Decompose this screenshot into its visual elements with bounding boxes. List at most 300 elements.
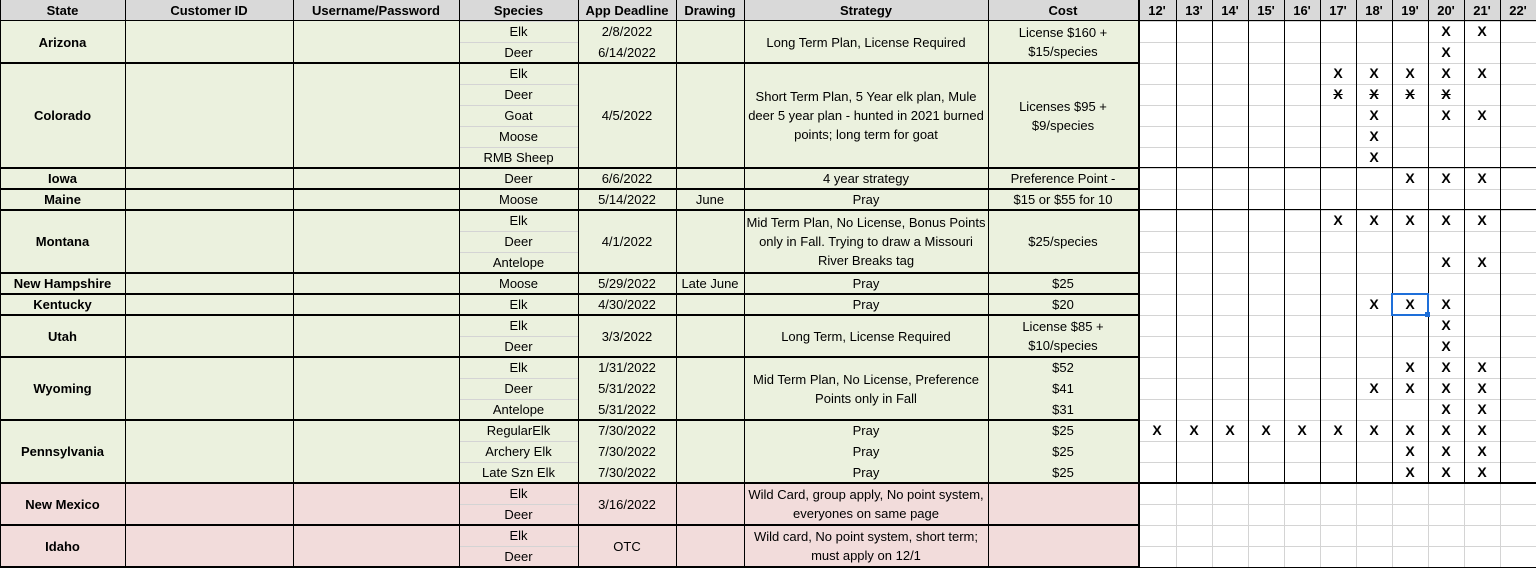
year-mark[interactable] xyxy=(1356,420,1392,441)
year-mark[interactable] xyxy=(1428,420,1464,441)
border-h xyxy=(1138,167,1536,168)
cost[interactable] xyxy=(988,168,1138,189)
header-year-text: 13' xyxy=(1185,3,1203,18)
header-state[interactable] xyxy=(0,0,125,21)
customer-id-cell[interactable] xyxy=(125,525,293,567)
species[interactable] xyxy=(459,252,578,273)
app-deadline-text: 5/14/2022 xyxy=(598,192,656,207)
drawing-cell[interactable] xyxy=(676,63,744,168)
drawing-cell[interactable] xyxy=(676,168,744,189)
header-year[interactable] xyxy=(1428,0,1464,21)
gridline-h xyxy=(459,441,578,442)
state-name-text: Maine xyxy=(44,192,81,207)
species[interactable] xyxy=(459,84,578,105)
species-text: RMB Sheep xyxy=(483,150,554,165)
app-deadline[interactable] xyxy=(578,483,676,525)
year-mark[interactable] xyxy=(1392,420,1428,441)
year-mark[interactable] xyxy=(1356,147,1392,168)
customer-id-cell[interactable] xyxy=(125,420,293,483)
year-mark[interactable] xyxy=(1356,294,1392,315)
strategy[interactable] xyxy=(744,189,988,210)
species-text: Deer xyxy=(504,45,533,60)
year-mark-text: X xyxy=(1441,86,1451,102)
species[interactable] xyxy=(459,546,578,567)
year-mark-text: X xyxy=(1152,422,1162,438)
header-year-text: 19' xyxy=(1401,3,1419,18)
year-mark-text: X xyxy=(1441,254,1451,270)
year-mark[interactable] xyxy=(1428,252,1464,273)
cost[interactable] xyxy=(988,378,1138,399)
year-mark[interactable] xyxy=(1464,63,1500,84)
cost-text: Licenses $95 + $9/species xyxy=(1019,98,1107,133)
border-h xyxy=(0,20,1536,21)
strategy[interactable] xyxy=(744,315,988,357)
gridline-h xyxy=(1138,126,1536,127)
year-mark[interactable] xyxy=(1428,84,1464,105)
year-mark[interactable] xyxy=(1356,378,1392,399)
username-password-cell[interactable] xyxy=(293,525,459,567)
border-v xyxy=(744,0,745,567)
header-year[interactable] xyxy=(1176,0,1212,21)
cost-text: $25/species xyxy=(1028,234,1098,249)
app-deadline-text: 3/3/2022 xyxy=(601,328,653,344)
year-mark[interactable] xyxy=(1428,357,1464,378)
header-customer-id-text: Customer ID xyxy=(170,3,248,18)
customer-id-cell[interactable] xyxy=(125,273,293,294)
year-mark[interactable] xyxy=(1464,168,1500,189)
species-text: Deer xyxy=(504,87,533,102)
app-deadline[interactable] xyxy=(578,294,676,315)
username-password-cell[interactable] xyxy=(293,357,459,420)
username-password-cell[interactable] xyxy=(293,21,459,63)
species[interactable] xyxy=(459,420,578,441)
strategy-text: Pray xyxy=(852,297,880,312)
species[interactable] xyxy=(459,525,578,546)
username-password-cell[interactable] xyxy=(293,420,459,483)
year-mark[interactable] xyxy=(1212,420,1248,441)
cost-text: $25 xyxy=(1052,444,1074,459)
strategy[interactable] xyxy=(744,210,988,273)
species-text: Moose xyxy=(498,192,539,207)
species[interactable] xyxy=(459,126,578,147)
year-mark-text: X xyxy=(1477,380,1487,396)
year-mark[interactable] xyxy=(1428,294,1464,315)
year-mark-text: X xyxy=(1405,443,1415,459)
year-mark-text: X xyxy=(1441,317,1451,333)
year-mark[interactable] xyxy=(1392,210,1428,231)
drawing-cell[interactable] xyxy=(676,357,744,420)
year-mark-text: X xyxy=(1405,212,1415,228)
border-v xyxy=(1248,0,1249,483)
year-mark-text: X xyxy=(1441,380,1451,396)
species[interactable] xyxy=(459,168,578,189)
strategy[interactable] xyxy=(744,63,988,168)
app-deadline[interactable] xyxy=(578,462,676,483)
year-mark-text: X xyxy=(1477,443,1487,459)
header-strategy[interactable] xyxy=(744,0,988,21)
gridline-h xyxy=(1138,504,1536,505)
header-year[interactable] xyxy=(1500,0,1536,21)
cost[interactable] xyxy=(988,357,1138,378)
border-v xyxy=(293,0,294,567)
customer-id-cell[interactable] xyxy=(125,357,293,420)
cost[interactable] xyxy=(988,210,1138,273)
species[interactable] xyxy=(459,231,578,252)
gridline-h xyxy=(459,42,578,43)
strategy[interactable] xyxy=(744,483,988,525)
year-mark[interactable] xyxy=(1464,21,1500,42)
species[interactable] xyxy=(459,63,578,84)
year-mark-text: X xyxy=(1477,254,1487,270)
app-deadline[interactable] xyxy=(578,189,676,210)
app-deadline[interactable] xyxy=(578,525,676,567)
header-customer-id[interactable] xyxy=(125,0,293,21)
border-v xyxy=(988,0,989,567)
drawing-cell[interactable] xyxy=(676,294,744,315)
species[interactable] xyxy=(459,42,578,63)
customer-id-cell[interactable] xyxy=(125,21,293,63)
year-mark[interactable] xyxy=(1248,420,1284,441)
gridline-h xyxy=(1138,399,1536,400)
cost[interactable] xyxy=(988,462,1138,483)
year-mark-text: X xyxy=(1441,44,1451,60)
cost[interactable] xyxy=(988,441,1138,462)
species[interactable] xyxy=(459,189,578,210)
cost[interactable] xyxy=(988,420,1138,441)
gridline-h xyxy=(459,84,578,85)
fill-handle[interactable] xyxy=(1425,312,1430,317)
strategy[interactable] xyxy=(744,441,988,462)
year-mark[interactable] xyxy=(1320,420,1356,441)
strategy-text: Wild card, No point system, short term; must apply on 12/1 xyxy=(754,529,978,563)
customer-id-cell[interactable] xyxy=(125,210,293,273)
year-mark[interactable] xyxy=(1464,420,1500,441)
app-deadline-text: 1/31/2022 xyxy=(598,360,656,375)
cost[interactable] xyxy=(988,21,1138,63)
year-mark[interactable] xyxy=(1428,378,1464,399)
header-year[interactable] xyxy=(1464,0,1500,21)
year-mark[interactable] xyxy=(1392,84,1428,105)
year-mark-text: X xyxy=(1405,170,1415,186)
drawing-cell[interactable] xyxy=(676,210,744,273)
app-deadline[interactable] xyxy=(578,42,676,63)
cost-text: $41 xyxy=(1052,381,1074,396)
gridline-h xyxy=(1138,252,1536,253)
species[interactable] xyxy=(459,378,578,399)
drawing-cell[interactable] xyxy=(676,525,744,567)
state-name[interactable] xyxy=(0,273,125,294)
border-v xyxy=(1176,0,1177,483)
cost[interactable] xyxy=(988,483,1138,525)
drawing[interactable] xyxy=(676,189,744,210)
year-mark[interactable] xyxy=(1356,63,1392,84)
species[interactable] xyxy=(459,462,578,483)
gridline-h xyxy=(1138,273,1536,274)
year-mark[interactable] xyxy=(1464,441,1500,462)
state-name[interactable] xyxy=(0,189,125,210)
header-cost[interactable] xyxy=(988,0,1138,21)
year-mark[interactable] xyxy=(1320,63,1356,84)
app-deadline[interactable] xyxy=(578,210,676,273)
header-year[interactable] xyxy=(1138,0,1176,21)
drawing-cell[interactable] xyxy=(676,21,744,63)
header-strategy-text: Strategy xyxy=(839,3,893,18)
cost-text: Preference Point - xyxy=(1010,171,1116,186)
app-deadline[interactable] xyxy=(578,378,676,399)
header-drawing[interactable] xyxy=(676,0,744,21)
cost[interactable] xyxy=(988,63,1138,168)
username-password-cell[interactable] xyxy=(293,189,459,210)
species-text: Elk xyxy=(509,528,528,543)
gridline-h xyxy=(459,105,578,106)
year-mark[interactable] xyxy=(1356,105,1392,126)
year-mark[interactable] xyxy=(1176,420,1212,441)
species[interactable] xyxy=(459,357,578,378)
year-mark-text: X xyxy=(1477,23,1487,39)
year-mark[interactable] xyxy=(1464,105,1500,126)
app-deadline[interactable] xyxy=(578,21,676,42)
gridline-h xyxy=(459,252,578,253)
year-mark[interactable] xyxy=(1138,420,1176,441)
gridline-h xyxy=(1138,84,1536,85)
species-text: Elk xyxy=(509,213,528,228)
species[interactable] xyxy=(459,21,578,42)
species[interactable] xyxy=(459,147,578,168)
species-text: Antelope xyxy=(492,255,545,270)
year-mark[interactable] xyxy=(1464,252,1500,273)
border-h xyxy=(0,188,1138,190)
app-deadline[interactable] xyxy=(578,399,676,420)
customer-id-cell[interactable] xyxy=(125,168,293,189)
year-mark-text: X xyxy=(1441,212,1451,228)
year-mark[interactable] xyxy=(1428,315,1464,336)
year-mark[interactable] xyxy=(1320,210,1356,231)
drawing-text: Late June xyxy=(681,276,739,291)
strategy-text: Wild Card, group apply, No point system, everyones on same page xyxy=(748,487,984,521)
species[interactable] xyxy=(459,315,578,336)
header-year[interactable] xyxy=(1248,0,1284,21)
customer-id-cell[interactable] xyxy=(125,294,293,315)
cost[interactable] xyxy=(988,315,1138,357)
header-username-password[interactable] xyxy=(293,0,459,21)
state-name[interactable] xyxy=(0,315,125,357)
strategy-text: Pray xyxy=(852,465,880,480)
strategy-text: Long Term Plan, License Required xyxy=(766,34,966,50)
year-mark[interactable] xyxy=(1464,210,1500,231)
strategy-text: 4 year strategy xyxy=(823,171,909,186)
strategy[interactable] xyxy=(744,21,988,63)
cost-text: $31 xyxy=(1052,402,1074,417)
strategy[interactable] xyxy=(744,294,988,315)
gridline-h xyxy=(1138,294,1536,295)
state-name[interactable] xyxy=(0,21,125,63)
header-species[interactable] xyxy=(459,0,578,21)
header-year[interactable] xyxy=(1212,0,1248,21)
state-name[interactable] xyxy=(0,525,125,567)
species-text: Deer xyxy=(504,339,533,354)
year-mark[interactable] xyxy=(1464,462,1500,483)
header-year-text: 16' xyxy=(1293,3,1311,18)
strategy[interactable] xyxy=(744,525,988,567)
state-name[interactable] xyxy=(0,420,125,483)
year-mark[interactable] xyxy=(1428,63,1464,84)
header-year-text: 18' xyxy=(1365,3,1383,18)
app-deadline[interactable] xyxy=(578,420,676,441)
username-password-cell[interactable] xyxy=(293,63,459,168)
app-deadline[interactable] xyxy=(578,441,676,462)
year-mark[interactable] xyxy=(1392,462,1428,483)
strategy-text: Long Term, License Required xyxy=(781,328,951,344)
species-text: Elk xyxy=(509,360,528,375)
state-name[interactable] xyxy=(0,210,125,273)
username-password-cell[interactable] xyxy=(293,168,459,189)
border-h xyxy=(0,272,1138,274)
year-mark[interactable] xyxy=(1392,357,1428,378)
year-mark-text: X xyxy=(1477,401,1487,417)
species[interactable] xyxy=(459,483,578,504)
strategy-text: Mid Term Plan, No License, Bonus Points only in Fall. Trying to draw a Missouri River Breaks tag xyxy=(746,215,986,268)
selected-cell[interactable] xyxy=(1391,293,1429,316)
species-text: Archery Elk xyxy=(485,444,552,459)
species[interactable] xyxy=(459,399,578,420)
username-password-cell[interactable] xyxy=(293,483,459,525)
species-text: Antelope xyxy=(492,402,545,417)
gridline-h xyxy=(459,336,578,337)
year-mark[interactable] xyxy=(1464,378,1500,399)
gridline-h xyxy=(1138,210,1536,211)
customer-id-cell[interactable] xyxy=(125,189,293,210)
year-mark[interactable] xyxy=(1428,462,1464,483)
customer-id-cell[interactable] xyxy=(125,483,293,525)
app-deadline[interactable] xyxy=(578,357,676,378)
username-password-cell[interactable] xyxy=(293,315,459,357)
border-v xyxy=(1284,0,1285,483)
species[interactable] xyxy=(459,273,578,294)
year-mark[interactable] xyxy=(1356,84,1392,105)
strategy[interactable] xyxy=(744,420,988,441)
species[interactable] xyxy=(459,441,578,462)
year-mark[interactable] xyxy=(1356,210,1392,231)
strategy[interactable] xyxy=(744,168,988,189)
header-year[interactable] xyxy=(1356,0,1392,21)
border-h xyxy=(0,209,1138,211)
year-mark[interactable] xyxy=(1464,357,1500,378)
border-h xyxy=(0,356,1138,358)
state-name[interactable] xyxy=(0,357,125,420)
cost[interactable] xyxy=(988,189,1138,210)
username-password-cell[interactable] xyxy=(293,210,459,273)
border-h xyxy=(0,167,1138,169)
cost[interactable] xyxy=(988,399,1138,420)
year-mark[interactable] xyxy=(1428,441,1464,462)
app-deadline-text: 2/8/2022 xyxy=(601,24,653,39)
strategy[interactable] xyxy=(744,462,988,483)
username-password-cell[interactable] xyxy=(293,273,459,294)
header-year-text: 14' xyxy=(1221,3,1239,18)
cost[interactable] xyxy=(988,294,1138,315)
state-name-text: Pennsylvania xyxy=(20,444,105,459)
header-year-text: 12' xyxy=(1148,3,1166,18)
gridline-h xyxy=(1138,231,1536,232)
strategy[interactable] xyxy=(744,273,988,294)
gridline-h xyxy=(459,399,578,400)
species[interactable] xyxy=(459,210,578,231)
username-password-cell[interactable] xyxy=(293,294,459,315)
gridline-h xyxy=(1138,441,1536,442)
year-mark[interactable] xyxy=(1284,420,1320,441)
header-app-deadline[interactable] xyxy=(578,0,676,21)
year-mark[interactable] xyxy=(1428,168,1464,189)
species[interactable] xyxy=(459,504,578,525)
year-mark[interactable] xyxy=(1428,21,1464,42)
app-deadline[interactable] xyxy=(578,63,676,168)
drawing[interactable] xyxy=(676,273,744,294)
species[interactable] xyxy=(459,336,578,357)
year-mark[interactable] xyxy=(1428,336,1464,357)
year-mark[interactable] xyxy=(1392,441,1428,462)
header-username-password-text: Username/Password xyxy=(312,3,440,18)
app-deadline[interactable] xyxy=(578,273,676,294)
gridline-h xyxy=(1138,42,1536,43)
customer-id-cell[interactable] xyxy=(125,315,293,357)
cost[interactable] xyxy=(988,273,1138,294)
year-mark-text: X xyxy=(1441,464,1451,480)
year-mark-text: X xyxy=(1441,296,1451,312)
year-mark[interactable] xyxy=(1392,378,1428,399)
header-year-text: 17' xyxy=(1329,3,1347,18)
year-mark-text: X xyxy=(1225,422,1235,438)
year-mark[interactable] xyxy=(1464,399,1500,420)
drawing-cell[interactable] xyxy=(676,483,744,525)
border-v xyxy=(1392,0,1393,483)
strategy[interactable] xyxy=(744,357,988,420)
border-h xyxy=(0,293,1138,295)
species[interactable] xyxy=(459,105,578,126)
year-mark[interactable] xyxy=(1428,105,1464,126)
species[interactable] xyxy=(459,294,578,315)
year-mark-text: X xyxy=(1477,65,1487,81)
year-mark-text: X xyxy=(1477,359,1487,375)
state-name-text: Arizona xyxy=(38,34,87,50)
year-mark[interactable] xyxy=(1428,399,1464,420)
app-deadline[interactable] xyxy=(578,168,676,189)
state-name[interactable] xyxy=(0,168,125,189)
drawing-cell[interactable] xyxy=(676,315,744,357)
app-deadline-text: 5/29/2022 xyxy=(598,276,656,291)
header-year[interactable] xyxy=(1392,0,1428,21)
drawing-cell[interactable] xyxy=(676,420,744,483)
year-mark-text: X xyxy=(1441,401,1451,417)
year-mark[interactable] xyxy=(1428,42,1464,63)
state-name[interactable] xyxy=(0,483,125,525)
year-mark[interactable] xyxy=(1320,84,1356,105)
year-mark[interactable] xyxy=(1356,126,1392,147)
gridline-h xyxy=(459,378,578,379)
year-mark[interactable] xyxy=(1392,168,1428,189)
app-deadline[interactable] xyxy=(578,315,676,357)
header-year[interactable] xyxy=(1320,0,1356,21)
state-name[interactable] xyxy=(0,63,125,168)
year-mark[interactable] xyxy=(1392,63,1428,84)
strategy-text: Pray xyxy=(852,444,880,459)
state-name[interactable] xyxy=(0,294,125,315)
app-deadline-text: 7/30/2022 xyxy=(598,423,656,438)
header-year[interactable] xyxy=(1284,0,1320,21)
customer-id-cell[interactable] xyxy=(125,63,293,168)
cost[interactable] xyxy=(988,525,1138,567)
year-mark[interactable] xyxy=(1428,210,1464,231)
app-deadline-text: 7/30/2022 xyxy=(598,465,656,480)
